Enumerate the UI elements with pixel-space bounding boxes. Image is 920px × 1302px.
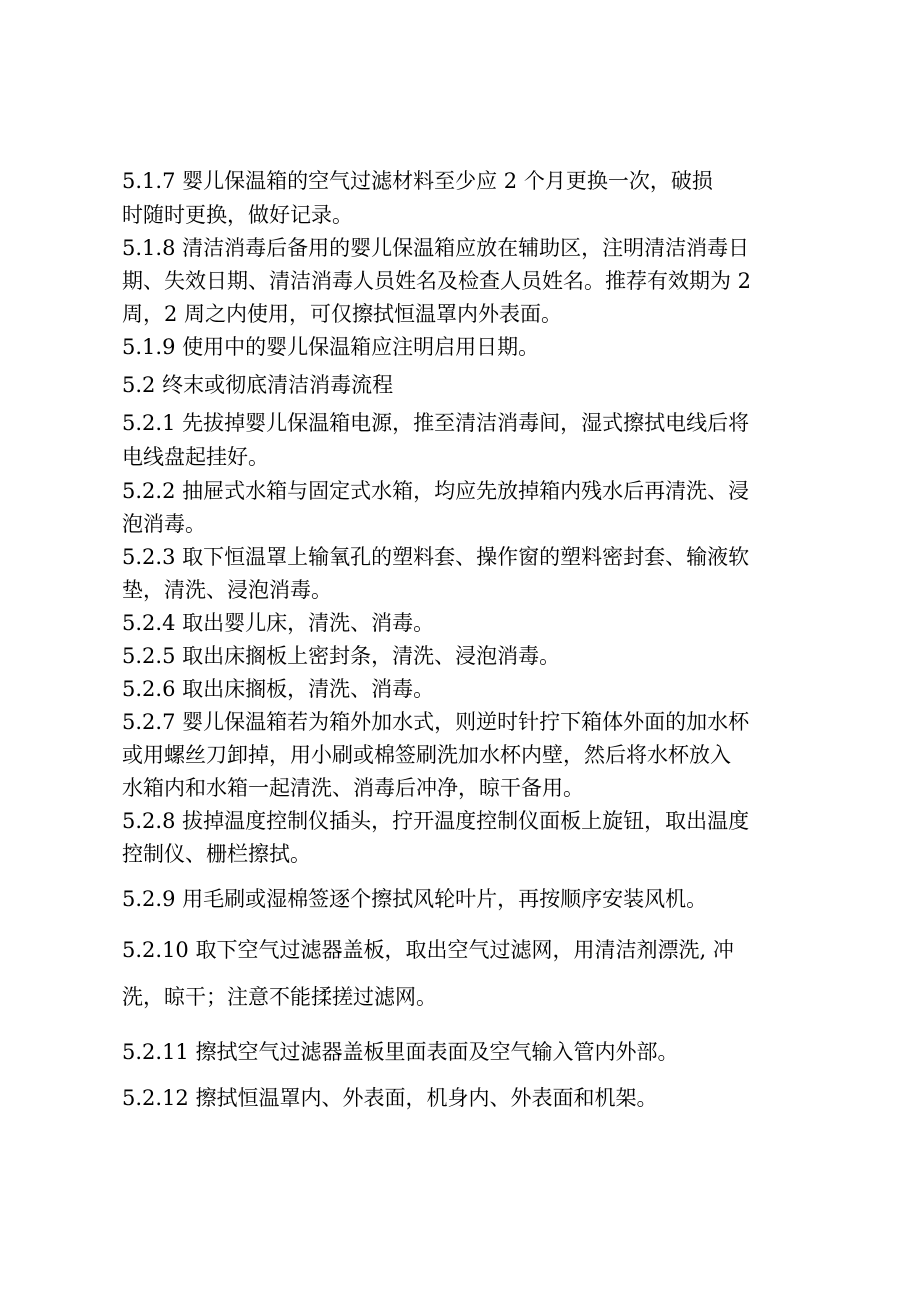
text-line-5-1-9: 5.1.9 使用中的婴儿保温箱应注明启用日期。	[122, 335, 540, 359]
text-line-5-2-4: 5.2.4 取出婴儿床，清洗、消毒。	[122, 611, 435, 635]
text-line-5-2-7: 5.2.7 婴儿保温箱若为箱外加水式，则逆时针拧下箱体外面的加水杯	[122, 710, 750, 734]
text-line-5-2-6: 5.2.6 取出床搁板，清洗、消毒。	[122, 677, 435, 701]
text-line-5-2-3-cont: 垫，清洗、浸泡消毒。	[122, 578, 332, 602]
text-line-5-2-1: 5.2.1 先拔掉婴儿保温箱电源，推至清洁消毒间，湿式擦拭电线后将	[122, 411, 750, 435]
text-line-5-1-8: 5.1.8 清洁消毒后备用的婴儿保温箱应放在辅助区，注明清洁消毒日	[122, 236, 750, 260]
text-line-5-2-7-cont2: 水箱内和水箱一起清洗、消毒后冲净，晾干备用。	[122, 776, 584, 800]
text-line-5-2-2-cont: 泡消毒。	[122, 512, 206, 536]
text-line-5-2-10-cont: 洗，晾干；注意不能揉搓过滤网。	[122, 985, 437, 1009]
text-line-5-2-12: 5.2.12 擦拭恒温罩内、外表面，机身内、外表面和机架。	[122, 1086, 658, 1110]
text-line-5-2-8-cont: 控制仪、栅栏擦拭。	[122, 842, 311, 866]
section-heading-5-2: 5.2 终末或彻底清洁消毒流程	[122, 373, 394, 397]
text-line-5-1-8-cont2: 周，2 周之内使用，可仅擦拭恒温罩内外表面。	[122, 302, 563, 326]
text-line-5-1-7-cont: 时随时更换，做好记录。	[122, 203, 353, 227]
text-line-5-2-3: 5.2.3 取下恒温罩上输氧孔的塑料套、操作窗的塑料密封套、输液软	[122, 545, 750, 569]
text-line-5-2-11: 5.2.11 擦拭空气过滤器盖板里面表面及空气输入管内外部。	[122, 1040, 679, 1064]
text-line-5-1-8-cont: 期、失效日期、清洁消毒人员姓名及检查人员姓名。推荐有效期为 2	[122, 269, 752, 293]
text-line-5-1-7: 5.1.7 婴儿保温箱的空气过滤材料至少应 2 个月更换一次，破损	[122, 169, 713, 193]
text-line-5-2-5: 5.2.5 取出床搁板上密封条，清洗、浸泡消毒。	[122, 644, 561, 668]
text-line-5-2-7-cont: 或用螺丝刀卸掉，用小刷或棉签刷洗加水杯内壁，然后将水杯放入	[122, 743, 731, 767]
text-line-5-2-9: 5.2.9 用毛刷或湿棉签逐个擦拭风轮叶片，再按顺序安装风机。	[122, 887, 708, 911]
text-line-5-2-1-cont: 电线盘起挂好。	[122, 445, 269, 469]
text-line-5-2-10: 5.2.10 取下空气过滤器盖板，取出空气过滤网，用清洁剂漂洗, 冲	[122, 938, 734, 962]
text-line-5-2-2: 5.2.2 抽屉式水箱与固定式水箱，均应先放掉箱内残水后再清洗、浸	[122, 479, 750, 503]
text-line-5-2-8: 5.2.8 拔掉温度控制仪插头，拧开温度控制仪面板上旋钮，取出温度	[122, 809, 750, 833]
